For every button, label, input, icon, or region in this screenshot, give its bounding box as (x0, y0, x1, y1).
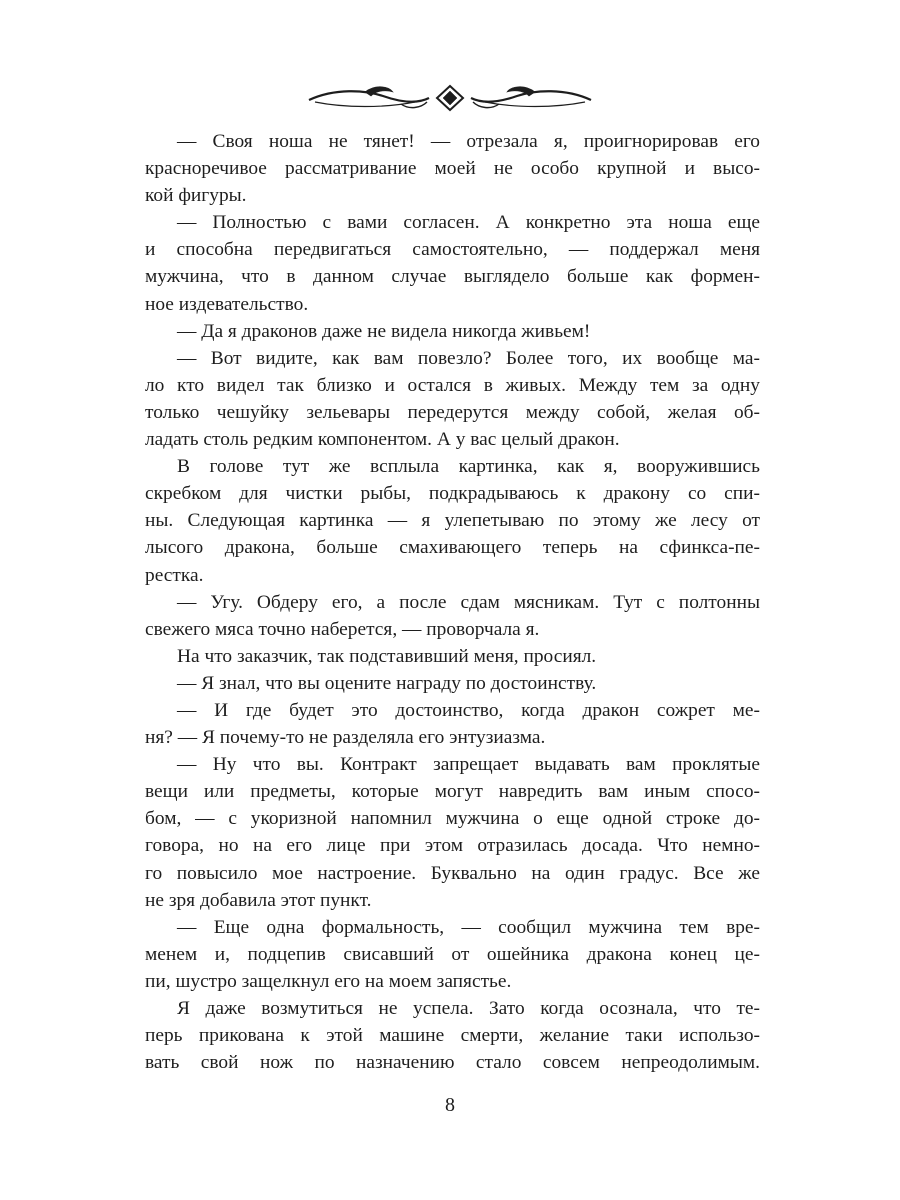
text-line: — Полностью с вами согласен. А конкретно эта ноша еще (177, 212, 760, 234)
text-line: только чешуйку зельевары передерутся между собой, желая об- (145, 401, 760, 423)
text-line: пи, шустро защелкнул его на моем запястье. (145, 970, 512, 992)
text-line: На что заказчик, так подставивший меня, просиял. (177, 645, 597, 667)
text-line: — Вот видите, как вам повезло? Более того, их вообще ма- (177, 347, 760, 369)
text-line: рестка. (145, 564, 204, 586)
text-line: не зря добавила этот пункт. (145, 889, 372, 911)
text-line: менем и, подцепив свисавший от ошейника дракона конец це- (145, 943, 760, 965)
text-line: кой фигуры. (145, 185, 247, 207)
text-line: ня? — Я почему-то не разделяла его энтузиазма. (145, 727, 546, 749)
text-line: красноречивое рассматривание моей не особо крупной и высо- (145, 158, 760, 180)
text-line: вещи или предметы, которые могут навредить вам иным спосо- (145, 781, 760, 803)
text-line: скребком для чистки рыбы, подкрадываюсь к дракону со спи- (145, 483, 760, 505)
text-line: ло кто видел так близко и остался в живых. Между тем за одну (145, 374, 760, 396)
decorative-flourish-icon (305, 78, 595, 118)
text-line: ны. Следующая картинка — я улепетываю по этому же лесу от (145, 510, 760, 532)
text-line: В голове тут же всплыла картинка, как я, вооружившись (177, 456, 760, 478)
text-line: — Ну что вы. Контракт запрещает выдавать вам проклятые (177, 754, 760, 776)
text-line: свежего мяса точно наберется, — проворчала я. (145, 618, 540, 640)
text-line: го повысило мое настроение. Буквально на один градус. Все же (145, 862, 760, 884)
page-number: 8 (445, 1094, 455, 1116)
text-line: — Своя ноша не тянет! — отрезала я, проигнорировав его (177, 131, 760, 152)
text-line: мужчина, что в данном случае выглядело больше как формен- (145, 266, 760, 288)
text-line: ладать столь редким компонентом. А у вас целый дракон. (145, 429, 620, 451)
body-text (145, 128, 760, 1076)
text-line: и способна передвигаться самостоятельно, — поддержал меня (145, 239, 760, 261)
text-line: бом, — с укоризной напомнил мужчина о еще одной строке до- (145, 808, 760, 830)
text-line: лысого дракона, больше смахивающего теперь на сфинкса-пе- (145, 537, 760, 559)
text-line: вать свой нож по назначению стало совсем непреодолимым. (145, 1052, 760, 1074)
text-line: Я даже возмутиться не успела. Зато когда осознала, что те- (177, 998, 760, 1019)
text-line: ное издевательство. (145, 293, 309, 315)
text-line: — Я знал, что вы оцените награду по достоинству. (177, 672, 597, 694)
text-line: — Угу. Обдеру его, а после сдам мясникам. Тут с полтонны (177, 591, 760, 613)
text-line: — Еще одна формальность, — сообщил мужчина тем вре- (177, 916, 760, 938)
text-line: — Да я драконов даже не видела никогда живьем! (177, 320, 591, 342)
text-line: перь прикована к этой машине смерти, желание таки использо- (145, 1025, 760, 1047)
text-line: — И где будет это достоинство, когда дракон сожрет ме- (177, 699, 760, 721)
text-line: говора, но на его лице при этом отразилась досада. Что немно- (145, 835, 760, 857)
